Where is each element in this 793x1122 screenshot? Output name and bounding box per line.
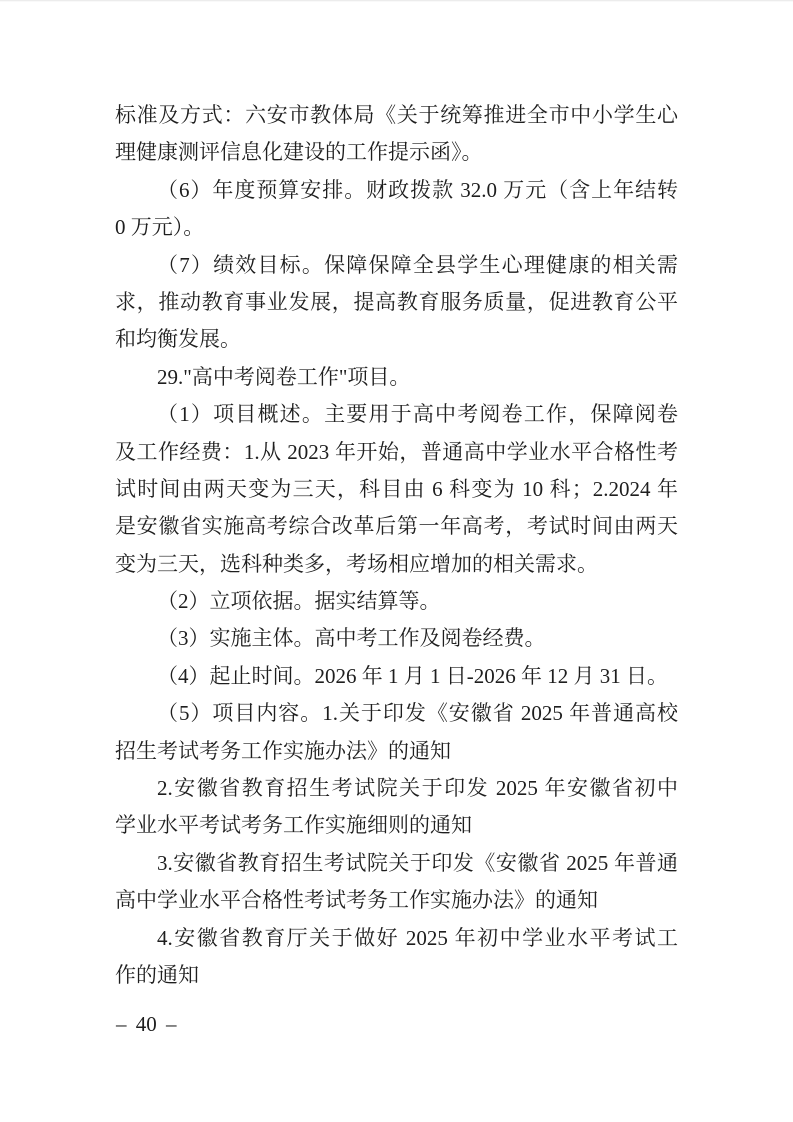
text-line: 标准及方式：六安市教体局《关于统筹推进全市中小学生心 (115, 103, 678, 127)
text-line: 招生考试考务工作实施办法》的通知 (115, 738, 451, 763)
document-body (115, 97, 678, 994)
page-number: – 40 – (116, 1012, 177, 1036)
text-line: （5）项目内容。1.关于印发《安徽省 2025 年普通高校 (157, 701, 678, 726)
text-line: 和均衡发展。 (115, 327, 241, 352)
text-line: （6）年度预算安排。财政拨款 32.0 万元（含上年结转 (157, 177, 678, 202)
text-line: 及工作经费：1.从 2023 年开始，普通高中学业水平合格性考 (115, 439, 678, 464)
text-line: 变为三天，选科种类多，考场相应增加的相关需求。 (115, 551, 598, 576)
text-line: （3）实施主体。高中考工作及阅卷经费。 (157, 626, 546, 651)
text-line: 2.安徽省教育招生考试院关于印发 2025 年安徽省初中 (157, 776, 678, 801)
text-line: 高中学业水平合格性考试考务工作实施办法》的通知 (115, 888, 598, 913)
text-line: 试时间由两天变为三天，科目由 6 科变为 10 科；2.2024 年 (115, 476, 678, 501)
text-line: （4）起止时间。2026 年 1 月 1 日-2026 年 12 月 31 日。 (157, 663, 668, 688)
page-top-edge (0, 0, 793, 2)
text-line: 求，推动教育事业发展，提高教育服务质量，促进教育公平 (115, 289, 678, 314)
text-line: 作的通知 (115, 962, 199, 987)
text-line: （1）项目概述。主要用于高中考阅卷工作，保障阅卷 (157, 402, 678, 427)
text-line: （7）绩效目标。保障保障全县学生心理健康的相关需 (157, 252, 678, 277)
text-line: 是安徽省实施高考综合改革后第一年高考，考试时间由两天 (115, 514, 678, 539)
text-line: 0 万元）。 (115, 215, 205, 240)
text-line: （2）立项依据。据实结算等。 (157, 589, 441, 614)
text-line: 4.安徽省教育厅关于做好 2025 年初中学业水平考试工 (157, 925, 678, 950)
text-line: 29."高中考阅卷工作"项目。 (157, 364, 411, 389)
text-line: 学业水平考试考务工作实施细则的通知 (115, 813, 472, 838)
text-line: 3.安徽省教育招生考试院关于印发《安徽省 2025 年普通 (157, 850, 678, 875)
text-line: 理健康测评信息化建设的工作提示函》。 (115, 140, 483, 165)
